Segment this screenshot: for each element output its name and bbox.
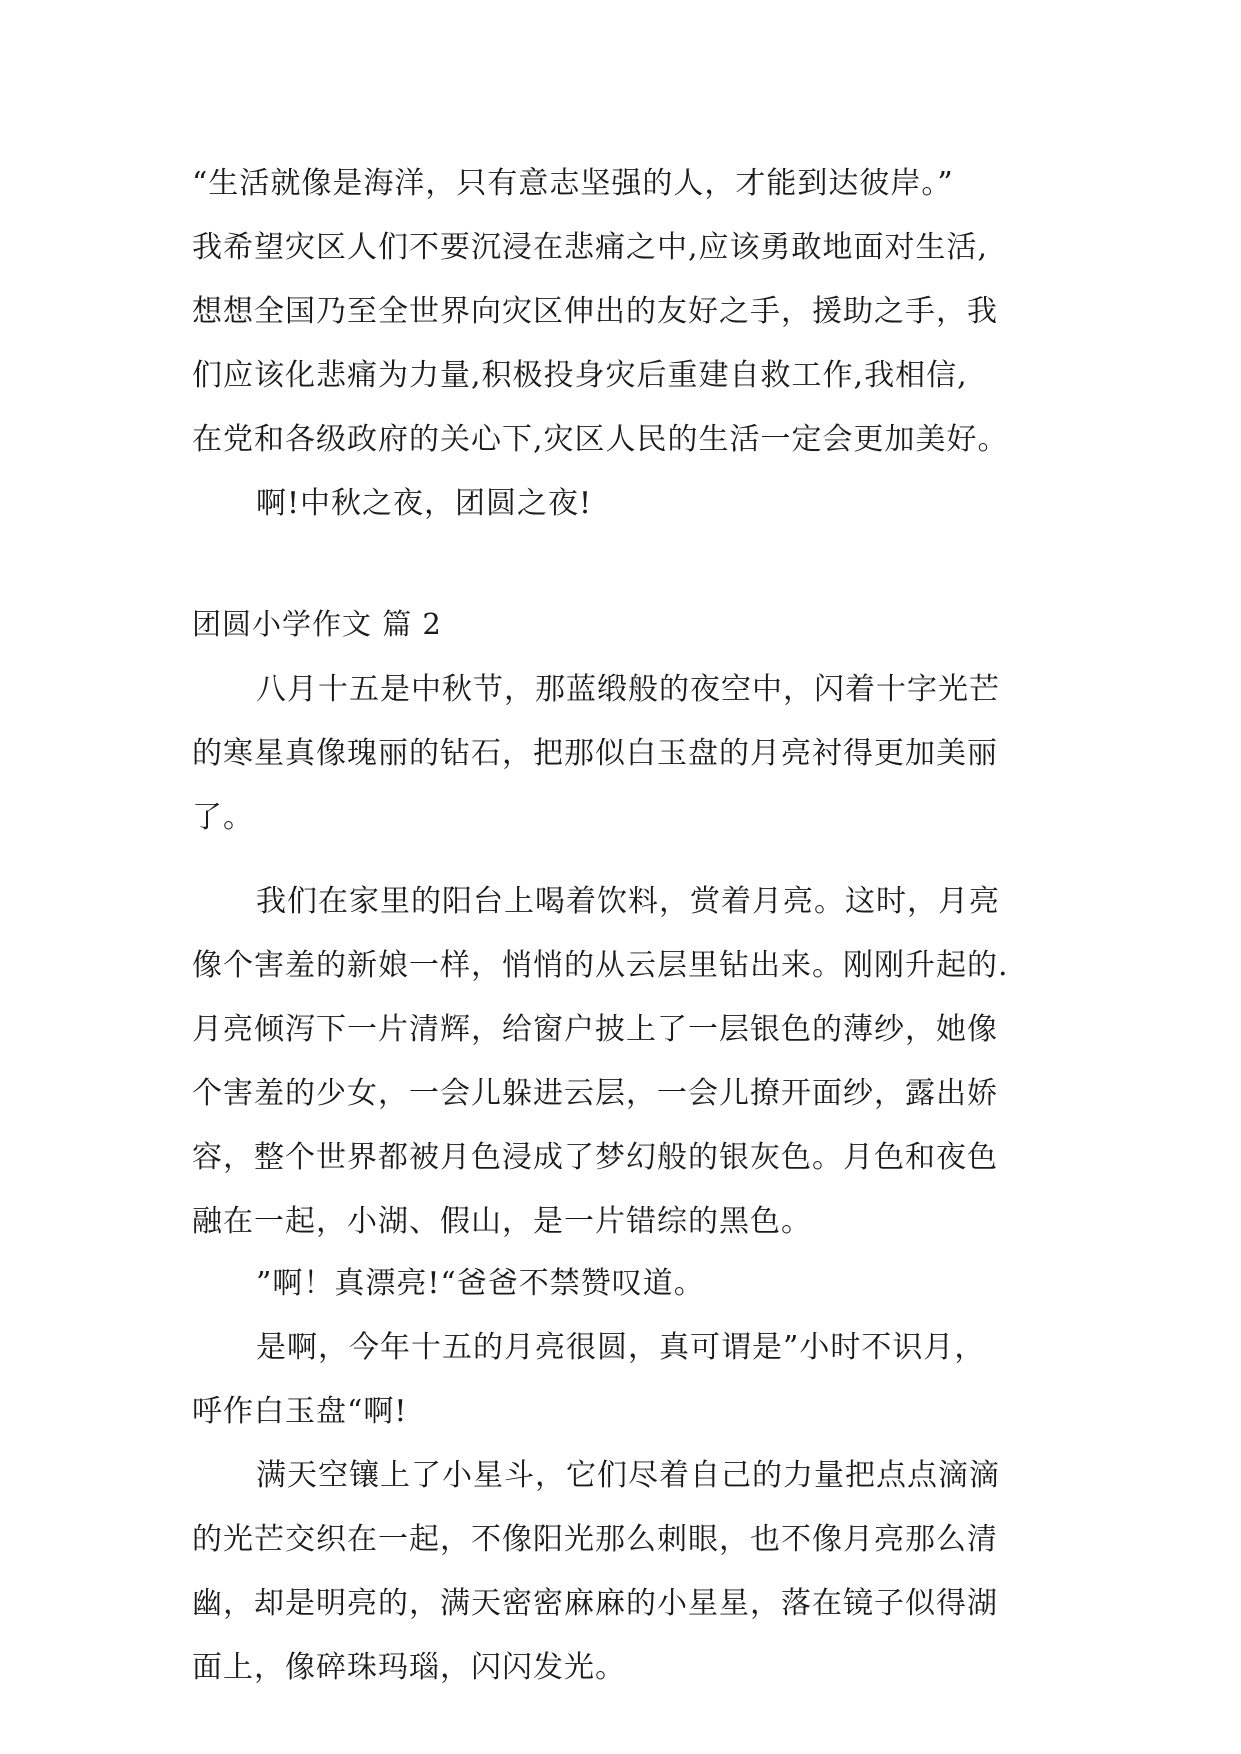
paragraph-line: 幽，却是明亮的，满天密密麻麻的小星星，落在镜子似得湖 (192, 1586, 998, 1621)
paragraph-line: 八月十五是中秋节，那蓝缎般的夜空中，闪着十字光芒 (256, 672, 1000, 707)
paragraph-line: “生活就像是海洋，只有意志坚强的人，才能到达彼岸。” (192, 166, 954, 201)
paragraph-line: 在党和各级政府的关心下,灾区人民的生活一定会更加美好。 (192, 422, 1009, 457)
section-heading: 团圆小学作文 篇 2 (192, 607, 442, 641)
paragraph-line: 的寒星真像瑰丽的钻石，把那似白玉盘的月亮衬得更加美丽 (192, 736, 998, 771)
closing-line: 啊!中秋之夜，团圆之夜! (256, 486, 593, 521)
paragraph-line: 们应该化悲痛为力量,积极投身灾后重建自救工作,我相信, (192, 358, 968, 393)
paragraph-line: 融在一起，小湖、假山，是一片错综的黑色。 (192, 1204, 812, 1239)
paragraph-line: 呼作白玉盘“啊! (192, 1394, 408, 1429)
paragraph-line: 个害羞的少女，一会儿躲进云层，一会儿撩开面纱，露出娇 (192, 1076, 998, 1111)
paragraph-line: 的光芒交织在一起，不像阳光那么刺眼，也不像月亮那么清 (192, 1522, 998, 1557)
paragraph-line: 容，整个世界都被月色浸成了梦幻般的银灰色。月色和夜色 (192, 1140, 998, 1175)
paragraph-line: 我们在家里的阳台上喝着饮料，赏着月亮。这时，月亮 (256, 884, 1000, 919)
paragraph-line: 满天空镶上了小星斗，它们尽着自己的力量把点点滴滴 (256, 1458, 1000, 1493)
paragraph-line: 我希望灾区人们不要沉浸在悲痛之中,应该勇敢地面对生活, (192, 230, 989, 265)
paragraph-line: 月亮倾泻下一片清辉，给窗户披上了一层银色的薄纱，她像 (192, 1012, 998, 1047)
paragraph-line: 了。 (192, 800, 254, 835)
paragraph-line: 像个害羞的新娘一样，悄悄的从云层里钻出来。刚刚升起的. (192, 948, 1009, 983)
paragraph-line: 面上，像碎珠玛瑙，闪闪发光。 (192, 1650, 626, 1685)
paragraph-line: 是啊，今年十五的月亮很圆，真可谓是”小时不识月， (256, 1330, 986, 1365)
paragraph-line: ”啊！真漂亮!“爸爸不禁赞叹道。 (256, 1266, 705, 1301)
paragraph-line: 想想全国乃至全世界向灾区伸出的友好之手，援助之手，我 (192, 294, 998, 329)
